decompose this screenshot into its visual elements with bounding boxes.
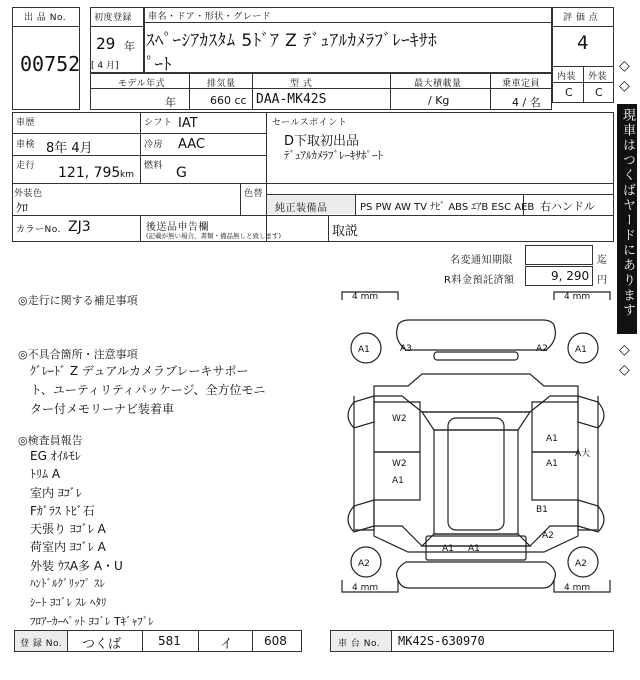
fuel-label: 燃料 (144, 161, 164, 171)
inspector-report-line: 天張り ﾖｺﾞﾚ A (30, 522, 106, 536)
banner-text: 現車はつくばヤードにあります (617, 104, 637, 334)
registration-plate-number: 608 (264, 634, 287, 648)
fuel-value: G (176, 165, 187, 181)
history-label: 車歴 (16, 118, 36, 128)
color-number-value: ZJ3 (68, 219, 91, 235)
inspector-report-line: Fｶﾞﾗｽ ﾄﾋﾞ石 (30, 504, 95, 518)
mileage-unit: km (120, 170, 134, 180)
rear-bumper (397, 562, 556, 588)
inspector-report-line: ｼｰﾄ ﾖｺﾞﾚ ｽﾚ ﾍﾀﾘ (30, 596, 107, 609)
damage-mark-wheel-front-right: A1 (575, 345, 587, 355)
registration-area: つくば (82, 637, 122, 652)
damage-mark-right-rear-quarter-2: A2 (542, 531, 554, 541)
inspector-report-line: EG ｵｲﾙﾓﾚ (30, 449, 81, 463)
inspector-report-line: 荷室内 ﾖｺﾞﾚ A (30, 540, 106, 554)
first-registration-year: 29 (96, 34, 116, 53)
exterior-color-label: 外装色 (14, 189, 43, 199)
damage-mark-front-bumper-left: A3 (400, 344, 412, 354)
inspection-label: 車検 (16, 140, 36, 150)
aircon-label: 冷房 (144, 140, 164, 150)
sales-point-line1: D下取初出品 (284, 134, 360, 149)
shift-value: IAT (178, 116, 198, 131)
mileage-value: 121, 795 (58, 165, 121, 181)
inspector-report-line: 外装 ｳｽA多 A・U (30, 559, 123, 573)
defect-note-line: ター付メモリーナビ装着車 (30, 402, 175, 416)
damage-mark-rear-gate-left: A1 (442, 544, 454, 554)
chassis-number-label: 車 台 No. (338, 639, 381, 649)
inspector-report-title: ◎検査員報告 (18, 434, 83, 447)
guarantee-value: 取説 (332, 224, 359, 239)
first-registration-month: [ 4 月] (91, 61, 119, 71)
damage-mark-left-rear-door: W2 (392, 459, 407, 469)
sales-point-line2: ﾃﾞｭｱﾙｶﾒﾗﾌﾞﾚｰｷｻﾎﾟｰﾄ (284, 149, 383, 162)
damage-mark-right-rear-door: A1 (546, 459, 558, 469)
left-front-door (374, 402, 420, 452)
model-code-label: 型 式 (290, 79, 313, 89)
front-fender-left (348, 396, 374, 428)
guarantee-label: 後送品申告欄 (146, 222, 209, 233)
registration-class: 581 (158, 634, 181, 648)
front-fender-right (578, 396, 604, 428)
damage-mark-left-front-door: W2 (392, 414, 407, 424)
exterior-color-value: ｸﾛ (16, 201, 29, 215)
guarantee-sub-label: (記載が無い場合、書類・備品無しと致します) (146, 232, 282, 240)
shift-label: シフト (144, 118, 173, 128)
exterior-score-label: 外装 (588, 72, 608, 82)
color-number-label: カラーNo. (16, 225, 61, 235)
damage-mark-right-front-door: A1 (546, 434, 558, 444)
max-load-label: 最大積載量 (414, 79, 462, 89)
recycle-fee-unit: 円 (597, 275, 608, 286)
max-load-value: / Kg (428, 94, 450, 107)
banner-diamond-top-2: ◇ (619, 78, 630, 94)
damage-mark-right-rear-door-side: A大 (575, 449, 591, 459)
windshield (422, 412, 530, 430)
lot-number-label: 出 品 No. (24, 13, 67, 23)
name-change-unit: 迄 (597, 255, 608, 266)
exterior-score-value: C (595, 86, 603, 99)
damage-mark-wheel-rear-left: A2 (358, 559, 370, 569)
tire-depth-rear-right: 4 mm (564, 583, 591, 593)
inspector-report-line: ﾊﾝﾄﾞﾙｸﾞﾘｯﾌﾟ ｽﾚ (30, 577, 105, 590)
defect-notes-title: ◎不具合箇所・注意事項 (18, 348, 138, 361)
yard-location-banner (617, 58, 637, 388)
tire-depth-front-right: 4 mm (564, 292, 591, 302)
inspector-report-line: ﾌﾛｱｰｶｰﾍﾟｯﾄ ﾖｺﾞﾚ Tｷﾞｬﾌﾞﾚ (30, 615, 154, 628)
sales-point-label: セールスポイント (272, 118, 348, 128)
score-label: 評 価 点 (563, 13, 599, 23)
inspection-value: 8年 4月 (46, 141, 93, 156)
sunroof-line (448, 418, 504, 530)
inspector-report-line: 室内 ﾖｺﾞﾚ (30, 486, 82, 500)
displacement-label: 排気量 (207, 79, 236, 89)
damage-mark-front-bumper-right: A2 (536, 344, 548, 354)
rear-fender-left (348, 500, 374, 532)
steering-side-value: 右ハンドル (540, 200, 595, 213)
interior-score-label: 内装 (557, 72, 577, 82)
tire-depth-front-left: 4 mm (352, 292, 379, 302)
damage-mark-rear-gate-right: A1 (468, 544, 480, 554)
displacement-value: 660 cc (210, 94, 247, 107)
damage-mark-left-rear-door-2: A1 (392, 476, 404, 486)
model-code-value: DAA-MK42S (256, 92, 327, 107)
roof (434, 430, 518, 534)
car-name-line1: ｽﾍﾟｰｼｱｶｽﾀﾑ 5ﾄﾞｱ Z ﾃﾞｭｱﾙｶﾒﾗﾌﾞﾚｰｷｻﾎ (146, 31, 438, 51)
score-value: 4 (577, 32, 589, 54)
name-change-field (525, 245, 593, 265)
defect-note-line: ト、ユーティリティパッケージ、全方位モニ (30, 383, 266, 397)
damage-mark-wheel-rear-right: A2 (575, 559, 587, 569)
left-side-body (354, 396, 374, 530)
model-year-label: モデル年式 (118, 79, 166, 89)
first-registration-label: 初度登録 (94, 13, 133, 23)
banner-diamond-bottom: ◇ (619, 342, 630, 358)
aircon-value: AAC (178, 137, 205, 152)
registration-kana: イ (220, 637, 234, 652)
damage-mark-wheel-front-left: A1 (358, 345, 370, 355)
right-side-body (578, 396, 598, 530)
banner-diamond-top: ◇ (619, 58, 630, 74)
name-change-label: 名変通知期限 (450, 255, 513, 266)
rear-fender-right (578, 500, 604, 532)
registration-number-label: 登 録 No. (20, 639, 63, 649)
driving-notes-title: ◎走行に関する補足事項 (18, 294, 138, 307)
model-year-unit: 年 (165, 96, 176, 109)
car-name-label: 車名・ドア・形状・グレード (148, 12, 272, 22)
capacity-value: 4 / 名 (512, 96, 541, 109)
lot-number-value: 00752 (20, 52, 81, 76)
damage-mark-right-rear-quarter-1: B1 (536, 505, 548, 515)
tire-depth-rear-left: 4 mm (352, 583, 379, 593)
recycle-fee-label: R料金預託済額 (444, 275, 515, 286)
color-change-label: 色替 (244, 189, 264, 199)
car-name-line2: ﾟｰﾄ (146, 55, 172, 75)
banner-diamond-bottom-2: ◇ (619, 362, 630, 378)
front-grille (434, 352, 518, 360)
car-damage-diagram (338, 290, 614, 624)
right-front-door (532, 402, 578, 452)
mileage-label: 走行 (16, 161, 36, 171)
equipment-label: 純正装備品 (275, 203, 328, 214)
recycle-fee-value: 9, 290 (551, 269, 590, 283)
first-registration-year-unit: 年 (124, 40, 135, 53)
defect-note-line: ｸﾞﾚｰﾄﾞ Z デュアルカメラブレーキサポー (30, 364, 249, 378)
front-bumper (397, 320, 556, 350)
equipment-value: PS PW AW TV ﾅﾋﾞ ABS ｴｱB ESC AEB (360, 202, 535, 213)
hood-outline (374, 374, 578, 412)
interior-score-value: C (565, 86, 573, 99)
chassis-number-value: MK42S-630970 (398, 634, 485, 648)
inspector-report-line: ﾄﾘﾑ A (30, 467, 61, 481)
capacity-label: 乗車定員 (502, 79, 541, 89)
